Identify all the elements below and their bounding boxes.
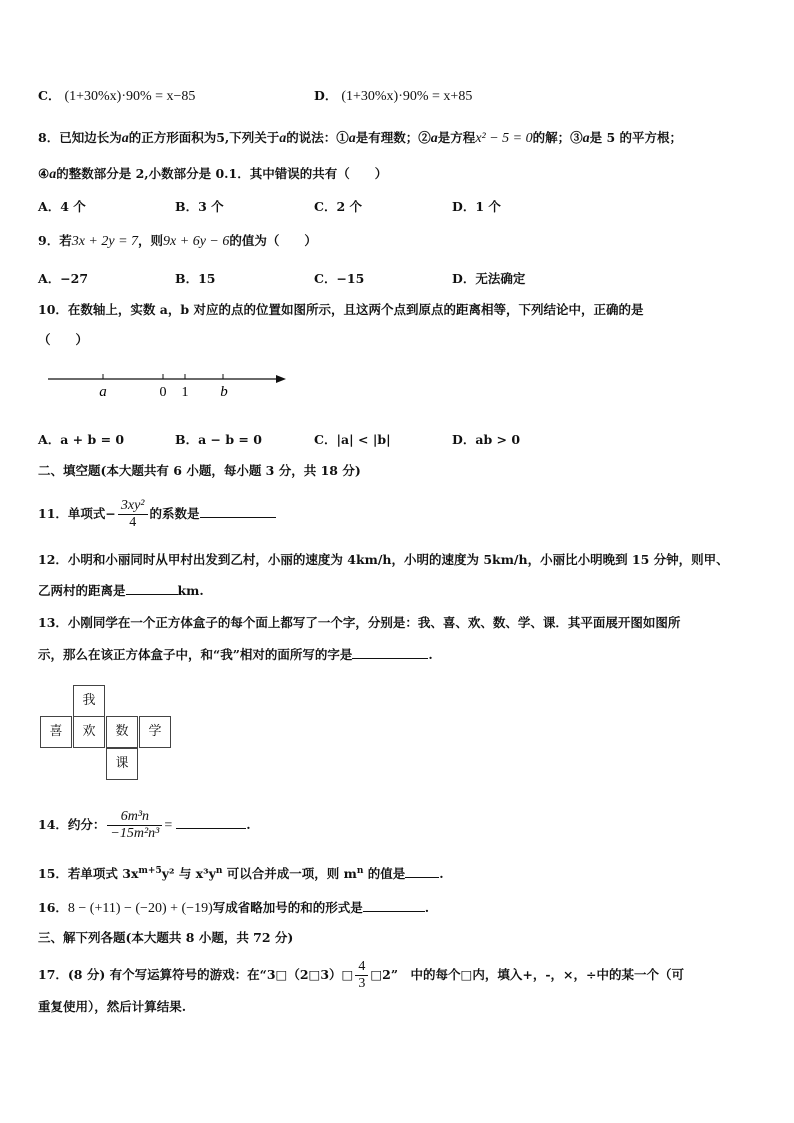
q14-frac-den: −15m²n³: [110, 826, 160, 841]
net-cell-ke: 课: [106, 748, 138, 780]
q15-text: .: [439, 866, 444, 882]
q8-option-d: D．1 个: [452, 199, 501, 214]
q8-stem-line2: [38, 164, 387, 185]
q14-fraction: [107, 809, 162, 842]
q8-text: 8．已知边长为: [38, 130, 122, 145]
var-a: a: [49, 167, 57, 182]
q16-text: 写成省略加号的和的形式是: [212, 900, 363, 915]
q16-text: .: [424, 900, 430, 915]
q15-stem: [38, 861, 444, 884]
q16-text: 16．: [38, 900, 68, 915]
q10-option-d: D．ab > 0: [452, 432, 521, 447]
q16-answer-blank[interactable]: [363, 897, 425, 912]
q8-text: 是有理数；②: [355, 130, 431, 145]
q16-stem: [38, 897, 429, 919]
q8-text: ④: [38, 166, 50, 181]
q8-text: 的解；③: [532, 130, 583, 145]
q12-line2: [38, 580, 204, 601]
q11-stem: [38, 494, 276, 534]
q17-line2: 重复使用），然后计算结果.: [38, 999, 187, 1014]
number-line: [40, 365, 300, 405]
q9-expression: 9x + 6y − 6: [163, 234, 230, 249]
q9-stem: [38, 231, 317, 252]
q7-option-d: [314, 86, 472, 107]
q9-text: ，则: [138, 233, 164, 248]
q15-text: 15．若单项式 3x: [38, 866, 139, 882]
q7-option-d-expr: (1+30%x)·90% = x+85: [341, 89, 473, 104]
q10-stem-line2: （ ）: [38, 332, 89, 347]
var-a: a: [582, 131, 590, 146]
q10-stem-line1: 10．在数轴上，实数 a，b 对应的点的位置如图所示，且这两个点到原点的距离相等，下列结论中，正确的是: [38, 302, 644, 317]
arrow-icon: [276, 375, 286, 383]
var-a: a: [279, 131, 287, 146]
q9-option-d: D．无法确定: [452, 271, 526, 286]
q7-option-d-label: D．: [314, 88, 338, 103]
q15-text: y² 与 x³y: [161, 866, 216, 882]
q17-text: □2” 中的每个□内，填入+，-，×，÷中的某一个（可: [370, 967, 684, 982]
q11-answer-blank[interactable]: [200, 503, 276, 518]
label-1: 1: [181, 385, 189, 400]
q13-text: .: [428, 647, 433, 662]
q8-text: 的正方形面积为5,下列关于: [128, 130, 280, 145]
label-a: a: [99, 384, 107, 400]
var-a: a: [430, 131, 438, 146]
label-0: 0: [159, 385, 167, 400]
q17-line1: [38, 955, 684, 995]
q7-option-c-label: C．: [38, 88, 61, 103]
q9-option-c: C．−15: [314, 271, 365, 286]
q15-sup: n: [356, 866, 364, 876]
net-cell-shu: 数: [106, 716, 138, 748]
q8-option-b: B．3 个: [175, 199, 224, 214]
q8-text: 的整数部分是 2,小数部分是 0.1．其中错误的共有（ ）: [56, 166, 388, 181]
q14-frac-num: 6m³n: [107, 809, 162, 826]
q15-answer-blank[interactable]: [405, 863, 439, 878]
q11-frac-num: 3xy²: [118, 498, 148, 515]
q10-option-b: B．a − b = 0: [175, 432, 262, 447]
q10-option-c: C．|a| < |b|: [314, 432, 391, 447]
q9-text: 9．若: [38, 233, 72, 248]
q16-expression: 8 − (+11) − (−20) + (−19): [67, 901, 213, 916]
q15-text: 的值是: [363, 866, 406, 882]
q9-equation: 3x + 2y = 7: [71, 234, 139, 249]
q14-text: .: [246, 817, 251, 832]
q8-option-c: C．2 个: [314, 199, 362, 214]
var-a: a: [121, 131, 129, 146]
q8-equation: x² − 5 = 0: [475, 131, 533, 146]
q14-answer-blank[interactable]: [176, 814, 246, 829]
q8-text: 是 5 的平方根；: [589, 130, 683, 145]
q14-equals: =: [164, 818, 173, 833]
q12-text: 乙两村的距离是: [38, 583, 126, 598]
q12-text: km.: [177, 583, 204, 598]
q14-stem: [38, 805, 251, 846]
q9-option-b: B．15: [175, 271, 216, 286]
q12-line1: 12．小明和小丽同时从甲村出发到乙村，小丽的速度为 4km/h，小明的速度为 5km/h，小丽比小明晚到 15 分钟，则甲、: [38, 552, 729, 567]
q14-text: 14．约分：: [38, 817, 106, 832]
q9-option-a: A．−27: [38, 271, 89, 286]
q15-sup: n: [215, 866, 223, 876]
q8-text: 是方程: [437, 130, 476, 145]
net-cell-wo: 我: [73, 685, 105, 717]
q13-line2: [38, 644, 433, 665]
q11-frac-den: 4: [129, 515, 137, 530]
section-3-heading: 三、解下列各题(本大题共 8 小题，共 72 分): [38, 930, 294, 945]
net-cell-huan: 欢: [73, 716, 105, 748]
q10-option-a: A．a + b = 0: [38, 432, 125, 447]
q15-sup: m+5: [138, 866, 162, 876]
q11-text: 的系数是: [149, 506, 200, 521]
q8-text: 的说法：①: [286, 130, 349, 145]
section-2-heading: 二、填空题(本大题共有 6 小题，每小题 3 分，共 18 分): [38, 463, 361, 478]
q12-answer-blank[interactable]: [126, 580, 178, 595]
q13-line1: 13．小刚同学在一个正方体盒子的每个面上都写了一个字，分别是：我、喜、欢、数、学、课．其平面展开图如图所: [38, 615, 681, 630]
q17-frac-num: 4: [355, 959, 368, 976]
q11-text: 11．单项式−: [38, 506, 116, 521]
q11-fraction: [118, 498, 148, 531]
q8-stem-line1: [38, 128, 682, 149]
q17-frac-den: 3: [358, 976, 366, 991]
q17-fraction: [355, 959, 368, 992]
q7-option-c: [38, 86, 195, 107]
net-cell-xi: 喜: [40, 716, 72, 748]
q13-text: 示，那么在该正方体盒子中，和“我”相对的面所写的字是: [38, 647, 353, 662]
q8-option-a: A．4 个: [38, 199, 86, 214]
q7-option-c-expr: (1+30%x)·90% = x−85: [64, 89, 196, 104]
q9-text: 的值为（ ）: [229, 233, 317, 248]
q15-text: 可以合并成一项，则 m: [222, 866, 357, 882]
q13-answer-blank[interactable]: [352, 644, 428, 659]
var-a: a: [348, 131, 356, 146]
q17-text: 17．(8 分) 有个写运算符号的游戏：在“3□（2□3）□: [38, 967, 354, 982]
label-b: b: [220, 384, 228, 400]
net-cell-xue: 学: [139, 716, 171, 748]
